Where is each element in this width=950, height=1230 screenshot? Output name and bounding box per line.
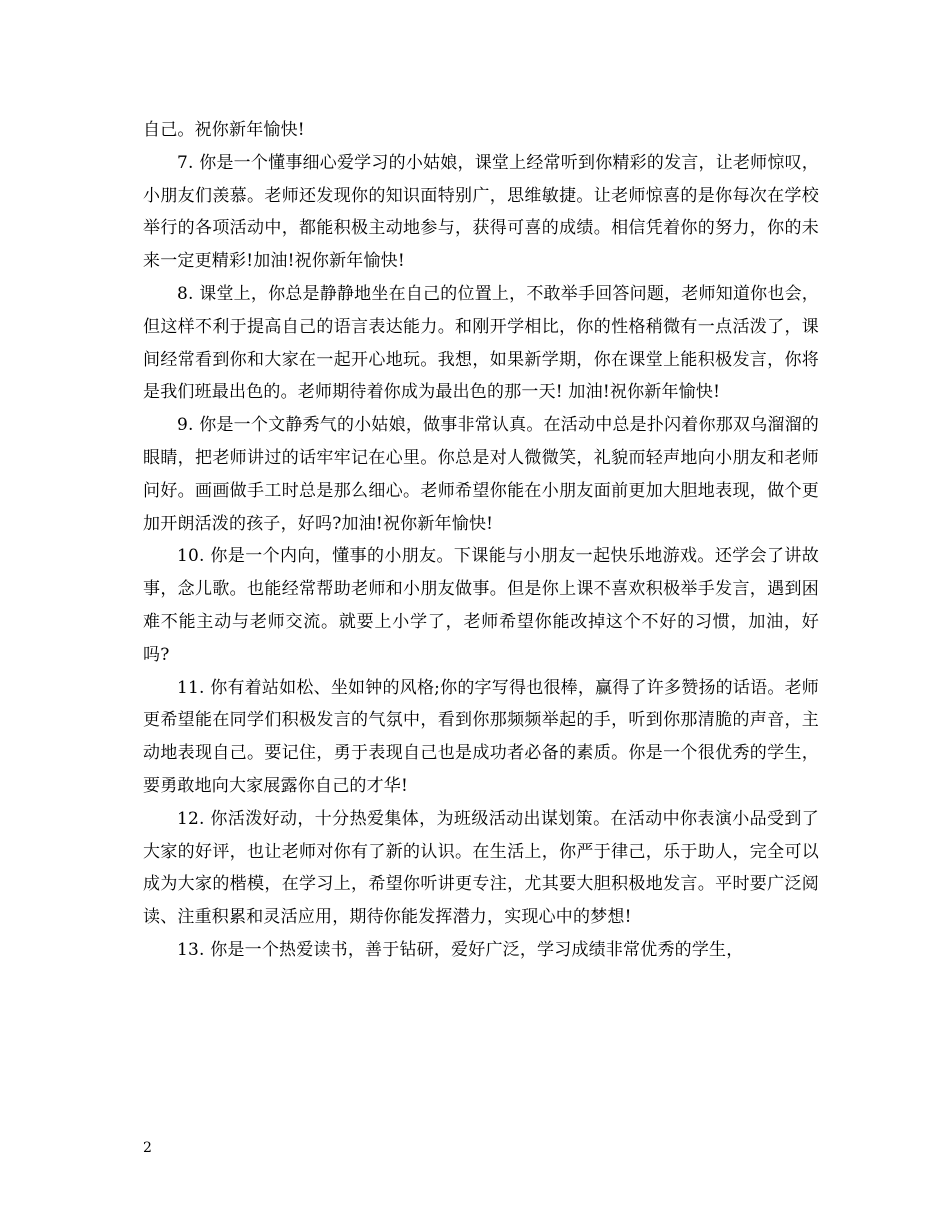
paragraph-item-8: 8. 课堂上，你总是静静地坐在自己的位置上，不敢举手回答问题，老师知道你也会，但这样不利于提高自己的语言表达能力。和刚开学相比，你的性格稍微有一点活泼了，课间经常看到你和大家在一起开心地玩。我想，如果新学期，你在课堂上能积极发言，你将是我们班最出色的。老师期待着你成为最出色的那一天! 加油!祝你新年愉快!: [143, 283, 819, 403]
page-number: 2: [143, 1140, 152, 1156]
paragraph-item-9: 9. 你是一个文静秀气的小姑娘，做事非常认真。在活动中总是扑闪着你那双乌溜溜的眼睛，把老师讲过的话牢牢记在心里。你总是对人微微笑，礼貌而轻声地向小朋友和老师问好。画画做手工时总是那么细心。老师希望你能在小朋友面前更加大胆地表现，做个更加开朗活泼的孩子，好吗?加油!祝你新年愉快!: [143, 415, 819, 534]
paragraph-item-13: 13. 你是一个热爱读书，善于钻研，爱好广泛，学习成绩非常优秀的学生，: [177, 939, 744, 960]
document-body: [143, 114, 819, 967]
paragraph-item-11: 11. 你有着站如松、坐如钟的风格;你的字写得也很棒，赢得了许多赞扬的话语。老师更希望能在同学们积极发言的气氛中，看到你那频频举起的手，听到你那清脆的声音，主动地表现自己。要记住，勇于表现自己也是成功者必备的素质。你是一个很优秀的学生，要勇敢地向大家展露你自己的才华!: [143, 677, 819, 796]
paragraph-item-10: 10. 你是一个内向，懂事的小朋友。下课能与小朋友一起快乐地游戏。还学会了讲故事，念儿歌。也能经常帮助老师和小朋友做事。但是你上课不喜欢积极举手发言，遇到困难不能主动与老师交流。就要上小学了，老师希望你能改掉这个不好的习惯，加油，好吗?: [143, 546, 819, 665]
paragraph-continuation: 自己。祝你新年愉快!: [143, 120, 305, 140]
paragraph-item-7: 7. 你是一个懂事细心爱学习的小姑娘，课堂上经常听到你精彩的发言，让老师惊叹，小朋友们羡慕。老师还发现你的知识面特别广，思维敏捷。让老师惊喜的是你每次在学校举行的各项活动中，都能积极主动地参与，获得可喜的成绩。相信凭着你的努力，你的未来一定更精彩!加油!祝你新年愉快!: [143, 152, 819, 272]
paragraph-item-12: 12. 你活泼好动，十分热爱集体，为班级活动出谋划策。在活动中你表演小品受到了大家的好评，也让老师对你有了新的认识。在生活上，你严于律己，乐于助人，完全可以成为大家的楷模，在学习上，希望你听讲更专注，尤其要大胆积极地发言。平时要广泛阅读、注重积累和灵活应用，期待你能发挥潜力，实现心中的梦想!: [143, 808, 819, 928]
